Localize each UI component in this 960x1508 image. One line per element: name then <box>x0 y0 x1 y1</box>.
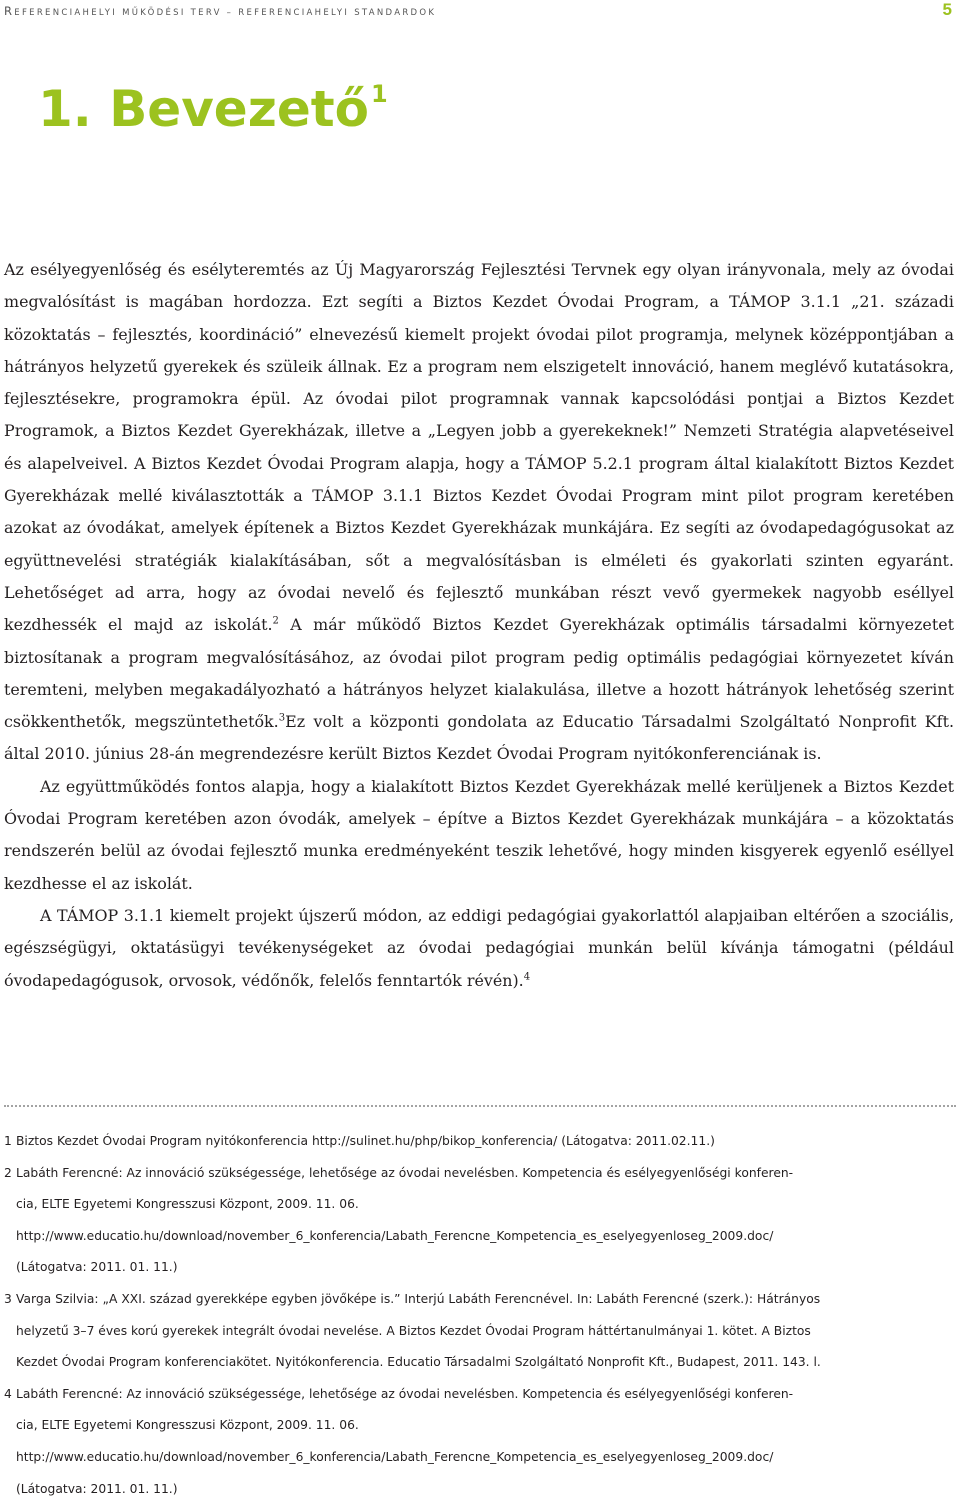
footnote-number: 4 <box>4 1386 12 1401</box>
footnote-line: Labáth Ferencné: Az innováció szükségessége, lehetősége az óvodai nevelésben. Kompetencia és esélyegyenlőségi konferen- <box>16 1386 794 1401</box>
footnotes <box>4 1126 948 1505</box>
paragraph-1-part-1: Az esélyegyenlőség és esélyteremtés az Új Magyarország Fejlesztési Tervnek egy olyan irányvonala, mely az óvodai megvalósítást is magában hordozza. Ezt segíti a Biztos Kezdet Óvodai Program, a TÁMOP 3.1.1 „21. századi közoktatás – fejlesztés, koordináció” elnevezésű kiemelt projekt óvodai pilot programja, melynek középpontjában a hátrányos helyzetű gyerekek és szüleik állnak. Ez a program nem elszigetelt innováció, hanem meglévő kutatásokra, fejlesztésekre, programokra épül. Az óvodai pilot programnak vannak kapcsolódási pontjai a Biztos Kezdet Programok, a Biztos Kezdet Gyerekházak, illetve a „Legyen jobb a gyerekeknek!” Nemzeti Stratégia alapvetéseivel és alapelveivel. A Biztos Kezdet Óvodai Program alapja, hogy a TÁMOP 5.2.1 program által kialakított Biztos Kezdet Gyerekházak mellé kiválasztották a TÁMOP 3.1.1 Biztos Kezdet Óvodai Program mint pilot program keretében azokat az óvodákat, amelyek építenek a Biztos Kezdet Gyerekházak munkájára. Ez segíti az óvodapedagógusokat az együttnevelési stratégiák kialakításában, sőt a megvalósításban is elméleti és gyakorlati szinten egyaránt. Lehetőséget ad arra, hogy az óvodai nevelő és fejlesztő munkában részt vevő gyermekek nagyobb eséllyel kezdhessék el majd az iskolát. <box>4 260 954 635</box>
footnote-separator <box>4 1105 956 1107</box>
footnote-number: 1 <box>4 1134 12 1148</box>
footnote-number: 3 <box>4 1291 12 1306</box>
footnote-2 <box>4 1158 948 1284</box>
footnote-line: cia, ELTE Egyetemi Kongresszusi Központ, 2009. 11. 06. <box>16 1418 359 1433</box>
footnote-ref-2: 2 <box>272 615 279 627</box>
paragraph-3-text: A TÁMOP 3.1.1 kiemelt projekt újszerű módon, az eddigi pedagógiai gyakorlattól alapjaiban eltérően a szociális, egészségügyi, oktatásügyi tevékenységeket az óvodai pedagógiai munkán belül kívánja támogatni (például óvodapedagógusok, orvosok, védőnők, felelős fenntartók révén). <box>4 905 954 990</box>
chapter-title-text: 1. Bevezető <box>38 80 369 138</box>
paragraph-1-part-3: Ez volt a központi gondolata az Educatio Társadalmi Szolgáltató Nonprofit Kft. által 2010. június 28-án megrendezésre került Biztos Kezdet Óvodai Program nyitókonferenciának is. <box>4 712 955 764</box>
footnote-line: cia, ELTE Egyetemi Kongresszusi Központ, 2009. 11. 06. <box>16 1197 359 1212</box>
chapter-title <box>38 80 388 138</box>
running-header-initial: R <box>4 4 15 18</box>
paragraph-1-part-2: A már működő Biztos Kezdet Gyerekházak optimális társadalmi környezetet biztosítanak a program megvalósításához, az óvodai pilot program pedig optimális pedagógiai környezetet kíván teremteni, melyben megakadályozható a hátrányos helyzet kialakulása, illetve a hozott hátrányok lehetőség szerint csökkenthetők, megszüntethetők. <box>4 615 954 732</box>
footnote-ref-3: 3 <box>278 712 286 724</box>
footnote-link[interactable]: http://www.educatio.hu/download/november_6_konferencia/Labath_Ferencne_Kompetencia_es_eselyegyenloseg_2009.doc/ <box>16 1449 774 1464</box>
paragraph-1 <box>4 254 954 771</box>
footnote-line: helyzetű 3–7 éves korú gyerekek integrált óvodai nevelése. A Biztos Kezdet Óvodai Program háttértanulmányai 1. kötet. A Biztos <box>16 1323 811 1338</box>
footnote-link[interactable]: http://www.educatio.hu/download/november_6_konferencia/Labath_Ferencne_Kompetencia_es_eselyegyenloseg_2009.doc/ <box>16 1228 774 1243</box>
footnote-line: Varga Szilvia: „A XXI. század gyerekképe egyben jövőképe is.” Interjú Labáth Ferencnével. In: Labáth Ferencné (szerk.): Hátrányos <box>16 1291 821 1306</box>
footnote-line: (Látogatva: 2011. 01. 11.) <box>16 1481 178 1496</box>
page-number: 5 <box>942 0 952 19</box>
running-header-text: EFERENCIAHELYI MŰKÖDÉSI TERV – REFERENCIAHELYI STANDARDOK <box>14 8 437 18</box>
paragraph-3 <box>4 900 954 997</box>
footnote-line: (Látogatva: 2011. 01. 11.) <box>16 1260 178 1275</box>
footnote-ref-1: 1 <box>370 80 388 108</box>
footnote-3 <box>4 1284 948 1379</box>
running-header <box>4 4 436 18</box>
footnote-line: Kezdet Óvodai Program konferenciakötet. Nyitókonferencia. Educatio Társadalmi Szolgáltató Nonprofit Kft., Budapest, 2011. 143. l. <box>16 1355 821 1370</box>
footnote-ref-4: 4 <box>523 971 531 983</box>
footnote-line: Labáth Ferencné: Az innováció szükségessége, lehetősége az óvodai nevelésben. Kompetencia és esélyegyenlőségi konferen- <box>16 1165 794 1180</box>
paragraph-2: Az együttműködés fontos alapja, hogy a kialakított Biztos Kezdet Gyerekházak mellé kerüljenek a Biztos Kezdet Óvodai Program keretében azon óvodák, amelyek – építve a Biztos Kezdet Gyerekházak munkájára – a közoktatás rendszerén belül az óvodai fejlesztő munka eredményeként teszik lehetővé, hogy minden kisgyerek egyenlő eséllyel kezdhesse el az iskolát. <box>4 776 954 893</box>
footnote-1 <box>4 1126 948 1158</box>
footnote-4 <box>4 1379 948 1505</box>
footnote-number: 2 <box>4 1165 12 1180</box>
footnote-line: Biztos Kezdet Óvodai Program nyitókonferencia http://sulinet.hu/php/bikop_konferencia/ (Látogatva: 2011.02.11.) <box>16 1134 715 1148</box>
body-text <box>4 254 954 997</box>
